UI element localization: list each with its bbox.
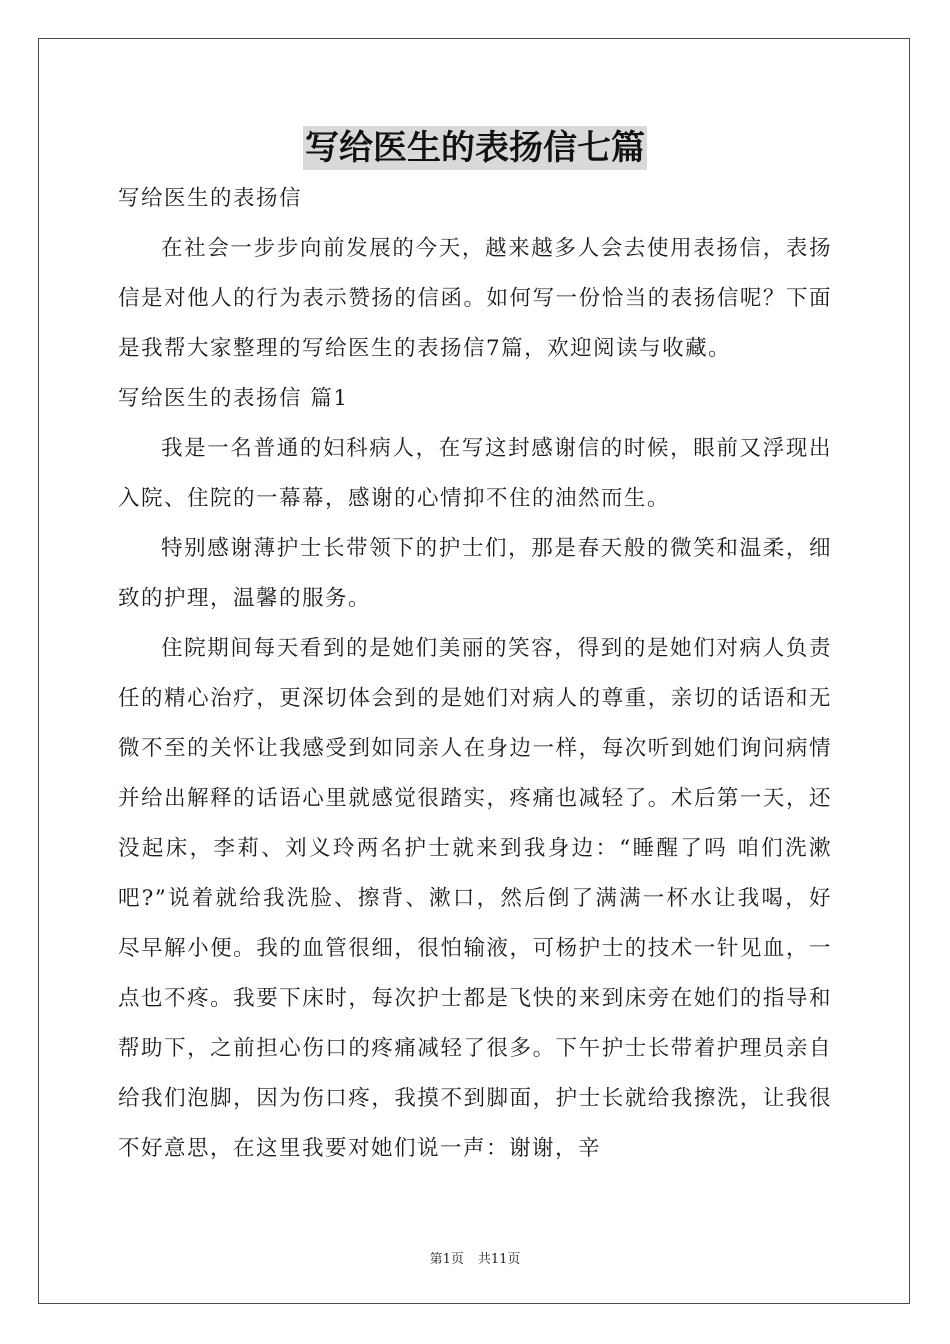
- body-paragraph: 我是一名普通的妇科病人，在写这封感谢信的时候，眼前又浮现出入院、住院的一幕幕，感谢的心情抑不住的油然而生。: [118, 436, 832, 511]
- page-number: 第1页: [429, 1252, 464, 1267]
- page-footer: [0, 1248, 950, 1267]
- section-heading-1: 写给医生的表扬信 篇1: [118, 386, 349, 411]
- body-paragraph: 特别感谢薄护士长带领下的护士们，那是春天般的微笑和温柔，细致的护理，温馨的服务。: [118, 536, 832, 611]
- document-title-text: 写给医生的表扬信七篇: [305, 128, 645, 168]
- intro-paragraph: 在社会一步步向前发展的今天，越来越多人会去使用表扬信，表扬信是对他人的行为表示赞扬的信函。如何写一份恰当的表扬信呢？下面是我帮大家整理的写给医生的表扬信7篇，欢迎阅读与收藏。: [118, 236, 832, 361]
- subtitle-paragraph: 写给医生的表扬信: [118, 186, 303, 211]
- document-body: [118, 174, 832, 1174]
- page-total: 共11页: [477, 1252, 521, 1267]
- body-paragraph: 住院期间每天看到的是她们美丽的笑容，得到的是她们对病人负责任的精心治疗，更深切体会到的是她们对病人的尊重，亲切的话语和无微不至的关怀让我感受到如同亲人在身边一样，每次听到她们询问病情并给出解释的话语心里就感觉很踏实，疼痛也减轻了。术后第一天，还没起床，李莉、刘义玲两名护士就来到我身边：“睡醒了吗 咱们洗漱吧?”说着就给我洗脸、擦背、漱口，然后倒了满满一杯水让我喝，好尽早解小便。我的血管很细，很怕输液，可杨护士的技术一针见血，一点也不疼。我要下床时，每次护士都是飞快的来到床旁在她们的指导和帮助下，之前担心伤口的疼痛减轻了很多。下午护士长带着护理员亲自给我们泡脚，因为伤口疼，我摸不到脚面，护士长就给我擦洗，让我很不好意思，在这里我要对她们说一声：谢谢，辛: [118, 636, 832, 1161]
- document-title: [0, 126, 950, 170]
